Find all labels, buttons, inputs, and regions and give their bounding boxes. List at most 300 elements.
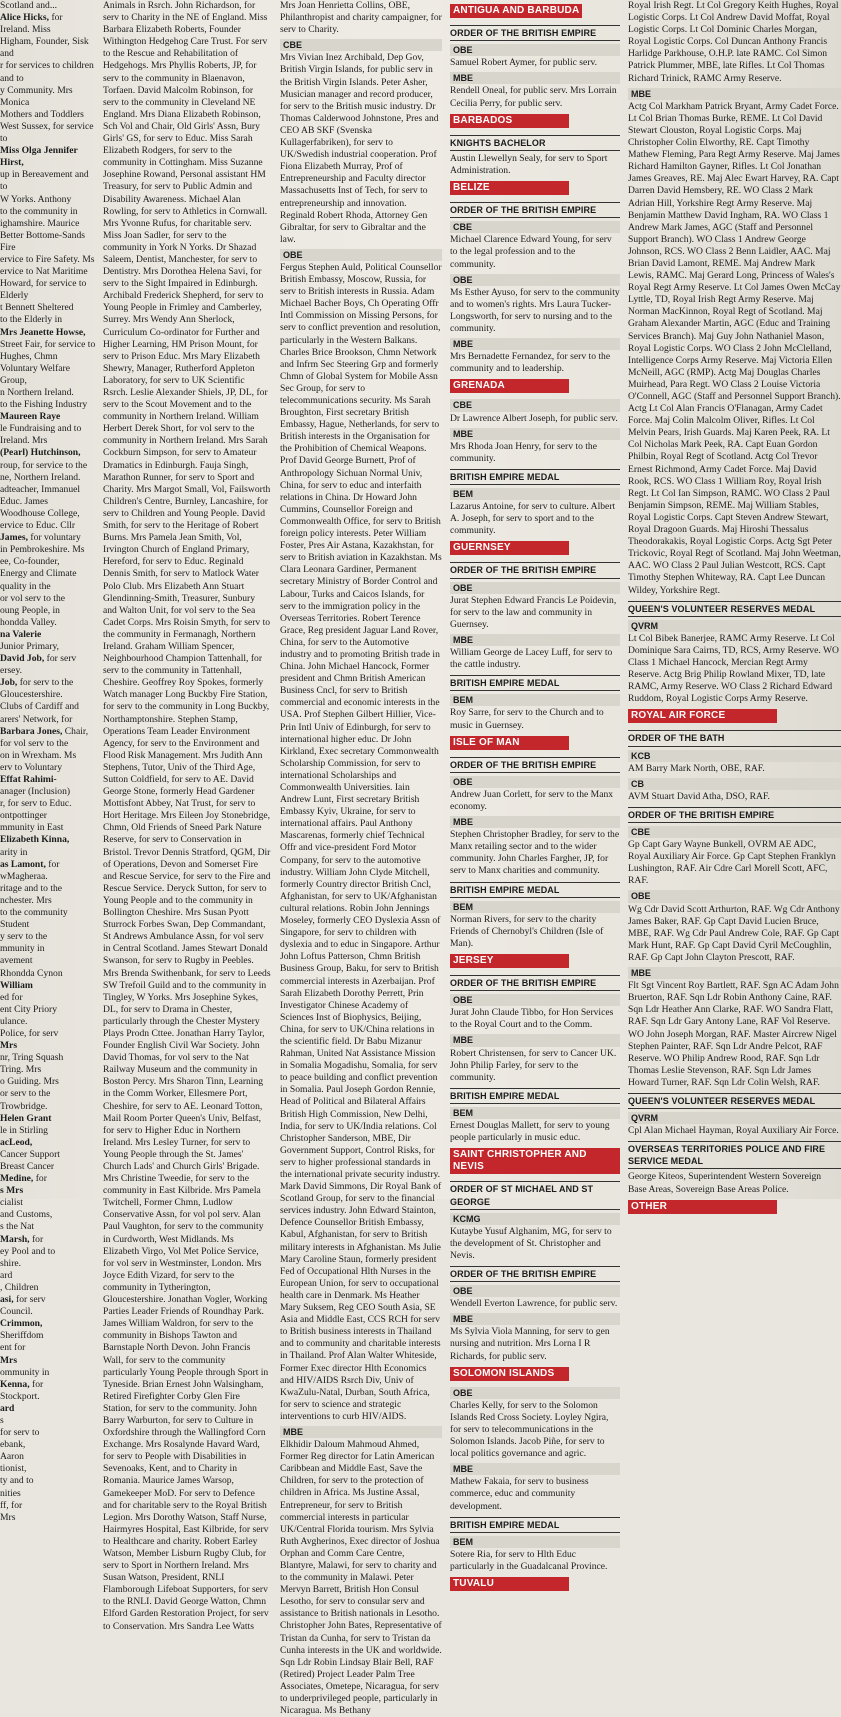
honours-entry (0, 568, 96, 580)
entry-text: arity in (0, 846, 28, 858)
entry-text: Andrew Juan Corlett, for serv to the Manx economy. (450, 788, 614, 812)
honour-grade-label: OBE (450, 274, 620, 286)
honour-heading: BRITISH EMPIRE MEDAL (450, 675, 620, 691)
entry-text: ulance. (0, 1015, 28, 1027)
entry-text: ff, for (0, 1499, 23, 1511)
honours-entry (0, 314, 96, 326)
entry-text: Gloucestershire. (0, 689, 63, 701)
honour-heading: QUEEN'S VOLUNTEER RESERVES MEDAL (628, 601, 841, 617)
honour-heading: BRITISH EMPIRE MEDAL (450, 882, 620, 898)
honours-entry (0, 1004, 96, 1016)
honours-entry (0, 919, 96, 931)
honours-entry (450, 1120, 620, 1144)
entry-text: Mathew Fakaia, for serv to business commerce, educ and community development. (450, 1476, 589, 1512)
honours-entry (0, 1500, 96, 1512)
honour-grade-label: MBE (450, 72, 620, 84)
honours-entry (0, 1076, 96, 1088)
honour-grade-label: OBE (450, 1387, 620, 1399)
honours-entry (0, 798, 96, 810)
honours-entry (450, 1298, 620, 1310)
entry-text: Jurat Stephen Edward Francis Le Poidevin, for serv to the law and community in Guernsey. (450, 594, 617, 630)
entry-text: Roy Sarre, for serv to the Church and to music in Guernsey. (450, 707, 604, 731)
entry-text: George Kiteos, Superintendent Western Sovereign Base Areas, Sovereign Base Areas Police. (628, 1171, 822, 1195)
entry-text: AM Barry Mark North, OBE, RAF. (628, 762, 765, 774)
honours-entry (0, 1403, 96, 1415)
honours-entry (0, 36, 96, 60)
honours-entry (0, 423, 96, 435)
honours-entry (628, 1125, 841, 1137)
entry-text: roup, for service to the (0, 459, 88, 471)
honours-entry (0, 194, 96, 206)
honours-entry (0, 1185, 96, 1197)
honours-entry (0, 1149, 96, 1161)
honours-entry (0, 1282, 96, 1294)
honour-grade-label: OBE (450, 994, 620, 1006)
honours-entry (0, 883, 96, 895)
honours-entry (0, 508, 96, 520)
entry-text: o Guiding. Mrs (0, 1076, 59, 1088)
entry-text: ty and to (0, 1475, 34, 1487)
entry-text: wMagheraa. (0, 870, 48, 882)
entry-text: Royal Irish Regt. Lt Col Gregory Keith Hughes, Royal Logistic Corps. Lt Col Andrew David Moffat, Royal Logistic Corps. Lt Col Dominic Charles Morgan, Royal Logistic Corps. Col Duncan Anthony Francis Harlidge Parkhouse, O.H.P. late RAMC. Col Simon Patrick Plummer, MBE, late Rifles. Lt Col Thomas Richard Trinick, RAMC Army Reserve. (628, 0, 839, 84)
entry-text: ard (0, 1269, 13, 1281)
honour-grade-label: BEM (450, 1536, 620, 1548)
entry-text: Norman Rivers, for serv to the charity Friends of Chernobyl's Children (Isle of Man). (450, 913, 604, 949)
honours-entry (0, 1258, 96, 1270)
honours-entry (0, 617, 96, 629)
entry-text: Dr Lawrence Albert Joseph, for public serv. (450, 412, 618, 424)
entry-text: for voluntary (30, 532, 81, 544)
entry-text: Ireland. Mrs (0, 435, 48, 447)
honours-entry (450, 501, 620, 537)
entry-text: Fergus Stephen Auld, Political Counsellor British Embassy, Moscow, Russia, for serv to British interests in Russia. Adam Michael Bacher Boys, Ch Operating Offr Intl Commission on Missing Persons, for serv to conflict prevention and resolution, particularly in the Western Balkans. Charles Brice Brookson, Chmn Network and Infrm Sec Steering Grp and formerly Chmn of Global System for Mobile Assn Sec Group, for serv to telecommunications security. Ms Sarah Broughton, First secretary British Embassy, Hague, Netherlands, for serv to British interests in the Organisation for the Prohibition of Chemical Weapons. Prof David George Burnett, Prof of Anthropology Sichuan Normal Univ, China, for serv to educ and interfaith relations in China. Dr Howard John Cummins, Counsellor Foreign and Commonwealth Office, for serv to British foreign policy interests. Peter William Foster, Pres Air Astana, Kazakhstan, for serv to British aviation in Kazakhstan. Ms Clara Leonara Gardiner, Permanent secretary Ministry of Border Control and Labour, Turks and Caicos Islands, for serv to the immigration policy in the Overseas Territories. Robert Terence Grace, Reg president Jaguar Land Rover, China, for serv to the Automotive industry and to promoting British trade in China. John Michael Hancock, Former president and Chmn British American Business Cncl, for serv to British commercial and economic interests in the USA. Prof Stephen Gilbert Hillier, Vice-Prin Intl Univ of Edinburgh, for serv to international higher educ. Dr John Kirkland, Exec secretary Commonwealth Scholarship Commission, for serv to international Scholarships and Commonwealth Universities. Iain Andrew Lunt, First secretary British Embassy Kyiv, Ukraine, for serv to international affairs. Paul Anthony Mascarenas, formerly chief Technical Offr and vice-president Ford Motor Company, for serv to the automotive industry. William John Clyde Mitchell, formerly Country director British Cncl, Afghanistan, for serv to UK/Afghanistan cultural relations. Robin John Jennings Moseley, formerly CEO Dyslexia Assn of Singapore, for serv to children with dyslexia and to educ in Singapore. Arthur John Loftus Patterson, Chmn British Business Group, Baku, for serv to British commercial interests in Azerbaijan. Prof Sarah Elizabeth Dorothy Perrett, Prin Investigator Chinese Academy of Sciences Inst of Biophysics, Beijing, China, for serv to UK/China relations in the scientific field. Dr Babu Mizanur Rahman, United Nat Assistance Mission in Somalia Mogadishu, Somalia, for serv to peace building and conflict prevention in Somalia. Paul Joseph Gordon Rennie, Head of Political and Bilateral Affairs British High Commission, New Delhi, India, for serv to UK/India relations. Col Christopher Sanderson, MBE, Dir Government Support, Control Risks, for serv to higher professional standards in the international private security industry. Mark David Simmons, Dir Royal Bank of Scotland Group, for serv to the financial services industry. John Edward Stainton, Defence Counsellor British Embassy, Kabul, Afghanistan, for serv to British military interests in Afghanistan. Ms Julie Mary Caroline Staun, formerly president Fed of Occupational Hlth Nurses in the European Union, for serv to occupational health care in Denmark. Ms Heather Mary Suksem, Reg CEO South Asia, SE Asia and Middle East, CCS RCH for serv to British business interests in Thailand and to community and charitable interests in Thailand. Prof Alan Walter Whiteside, Former Exec director Hlth Economics and HIV/AIDS Rsrch Div, Univ of KwaZulu-Natal, Durban, South Africa, for serv to science and strategic interventions to curb HIV/AIDS. (280, 261, 442, 1422)
honours-entry (0, 859, 96, 871)
honours-entry (0, 641, 96, 653)
recipient-name: David Job, (0, 653, 45, 665)
recipient-name: Marsh, (0, 1233, 30, 1245)
honours-entry (0, 1488, 96, 1500)
honours-entry (280, 262, 442, 1423)
honours-entry (0, 206, 96, 218)
entry-text: Flt Sgt Vincent Roy Bartlett, RAF. Sgn AC Adam John Bruerton, RAF. Sqn Ldr Robin Anthony Caine, RAF. Sqn Ldr Heather Ann Clarke, RAF. WO Sandra Flatt, RAF. Sqn Ldr Gary Antony Lane, RAF Vol Reserve. WO John Joseph Morgan, RAF. Master Aircrew Nigel Stephen Painter, RAF. Sqn Ldr Andre Pelcot, RAF Reserve. WO Philip Andrew Rood, RAF. Sqn Ldr Thomas Leslie Stevenson, RAF. Sqn Ldr James Howard Turner, RAF. Sqn Ldr Colin Welsh, RAF. (628, 980, 839, 1088)
honours-entry (0, 943, 96, 955)
entry-text: Lt Col Bibek Banerjee, RAMC Army Reserve. Lt Col Dominique Sara Cairns, TD, RCS, Army Reserve. WO Class 1 Michael Hancock, Mercian Regt Army Reserve. Actg Brig Philip Rowland Mixer, TD, late RAMC, Army Reserve. WO Class 2 Richard Edward Ruddom, Royal Logistic Corps Army Reserve. (628, 632, 839, 705)
entry-text: Better Bottome-Sands Fire (0, 229, 85, 253)
entry-text: Clubs of Cardiff and (0, 701, 79, 713)
honours-entry (0, 1246, 96, 1258)
honours-entry (450, 1400, 620, 1460)
recipient-name: Maureen Raye (0, 411, 61, 423)
entry-text: Tring. Mrs (0, 1064, 42, 1076)
honours-entry (0, 1161, 96, 1173)
honour-heading: ORDER OF THE BATH (628, 730, 841, 746)
section-heading-country: BARBADOS (450, 114, 569, 128)
entry-text: s (0, 1414, 4, 1426)
section-heading-country: JERSEY (450, 954, 569, 968)
entry-text: for (31, 1233, 44, 1245)
honours-entry (0, 145, 96, 169)
entry-text: Chair, (64, 725, 89, 737)
honours-entry (0, 1221, 96, 1233)
honour-grade-label: MBE (280, 1426, 442, 1438)
column-4 (450, 0, 620, 1590)
honours-entry (0, 1439, 96, 1451)
honours-entry (450, 441, 620, 465)
honours-entry (0, 1463, 96, 1475)
honours-entry (0, 1415, 96, 1427)
entry-text: Police, for serv (0, 1027, 59, 1039)
entry-text: to the community in (0, 205, 78, 217)
honours-entry (0, 218, 96, 230)
honours-entry (0, 871, 96, 883)
honour-grade-label: KCB (628, 750, 841, 762)
entry-text: Lazarus Antoine, for serv to culture. Albert A. Joseph, for serv to sport and to the community. (450, 501, 616, 537)
honour-grade-label: MBE (450, 428, 620, 440)
honours-entry (0, 1016, 96, 1028)
entry-text: Wg Cdr David Scott Arthurton, RAF. Wg Cdr Anthony James Baker, RAF. Gp Capt David Lucien Bruce, MBE, RAF. Wg Cdr Paul Andrew Cole, RAF. Gp Capt Mark Hunt, RAF. Gp Capt David Cyril McCoughlin, RAF. Gp Capt John Clayton Prescott, RAF. (628, 903, 840, 963)
honours-entry (0, 85, 96, 109)
entry-text: mmunity in East (0, 822, 64, 834)
honour-grade-label: MBE (450, 338, 620, 350)
honours-entry (0, 786, 96, 798)
recipient-name: Mrs Jeanette Howse, (0, 326, 86, 338)
entry-text: Higham, Founder, Sisk and (0, 36, 89, 60)
entry-text: Jurat John Claude Tibbo, for Hon Services to the Royal Court and to the Comm. (450, 1007, 614, 1031)
honours-entry (0, 980, 96, 992)
honour-heading: BRITISH EMPIRE MEDAL (450, 1088, 620, 1104)
honours-entry (450, 914, 620, 950)
honours-entry (0, 1367, 96, 1379)
section-heading-country: BELIZE (450, 181, 569, 195)
honours-entry (450, 1326, 620, 1362)
honours-entry (0, 60, 96, 84)
honour-grade-label: MBE (628, 88, 841, 100)
entry-text: y serv to the (0, 931, 48, 943)
honours-entry (0, 738, 96, 750)
entry-text: Howard, for service to Elderly (0, 278, 87, 302)
entry-text: r for services to children and to (0, 60, 94, 84)
honour-grade-label: KCMG (450, 1213, 620, 1225)
honours-entry (0, 847, 96, 859)
honours-entry (0, 1197, 96, 1209)
honour-grade-label: OBE (450, 582, 620, 594)
honours-entry (0, 532, 96, 544)
honours-entry (0, 1101, 96, 1113)
honours-entry (628, 1171, 841, 1195)
section-heading-country: ROYAL AIR FORCE (628, 709, 777, 723)
honour-grade-label: OBE (280, 249, 442, 261)
honours-entry (450, 85, 620, 109)
entry-text: Michael Clarence Edward Young, for serv to the legal profession and to the community. (450, 234, 612, 270)
recipient-name: Mrs (0, 1354, 18, 1366)
honours-entry (450, 707, 620, 731)
entry-text: ervice to Educ. Cllr (0, 520, 76, 532)
entry-text: Hughes, Chmn (0, 350, 58, 362)
entry-text: Ernest Douglas Mallett, for serv to young people particularly in music educ. (450, 1120, 610, 1144)
honours-entry (0, 895, 96, 907)
honours-entry (0, 677, 96, 689)
honours-entry (0, 605, 96, 617)
recipient-name: Alice Hicks, (0, 12, 50, 24)
honours-entry (0, 520, 96, 532)
honours-entry (280, 52, 442, 246)
honours-entry (0, 726, 96, 738)
honours-entry (0, 1475, 96, 1487)
honours-entry (450, 57, 620, 69)
honour-grade-label: MBE (628, 967, 841, 979)
honours-entry (0, 1113, 96, 1125)
honours-entry (450, 829, 620, 877)
entry-text: ey Pool and to (0, 1245, 56, 1257)
entry-text: up in Bereavement and to (0, 169, 89, 193)
entry-text: on in Wrexham. Ms (0, 749, 77, 761)
entry-text: adteacher, Immanuel (0, 483, 81, 495)
entry-text: Energy and Climate (0, 568, 77, 580)
entry-text: for serv (16, 1294, 46, 1306)
entry-text: Sotere Ria, for serv to Hlth Educ particularly in the Guadalcanal Province. (450, 1548, 608, 1572)
honours-entry (450, 234, 620, 270)
honours-entry (0, 254, 96, 266)
entry-text: for serv to (0, 1427, 40, 1439)
honours-entry (0, 484, 96, 496)
honours-entry (0, 1306, 96, 1318)
section-heading-country: GRENADA (450, 379, 569, 393)
honours-entry (0, 496, 96, 508)
honours-entry (450, 1476, 620, 1512)
honours-entry (0, 689, 96, 701)
honour-grade-label: CBE (450, 399, 620, 411)
recipient-name: s Mrs (0, 1185, 24, 1197)
honours-entry (450, 1226, 620, 1262)
honours-entry (0, 701, 96, 713)
honours-entry (0, 447, 96, 459)
honours-entry (0, 714, 96, 726)
entry-text: to the community (0, 907, 68, 919)
entry-text: anager (Inclusion) (0, 786, 71, 798)
honour-heading: QUEEN'S VOLUNTEER RESERVES MEDAL (628, 1093, 841, 1109)
honour-grade-label: CBE (280, 39, 442, 51)
honours-entry (0, 387, 96, 399)
recipient-name: William (0, 979, 33, 991)
entry-text: ervice to Nat Maritime (0, 266, 88, 278)
honours-entry (0, 1379, 96, 1391)
honours-entry (0, 822, 96, 834)
column-1 (0, 0, 96, 1523)
honours-entry (628, 101, 841, 597)
entry-text: Ms Sylvia Viola Manning, for serv to gen nursing and nutrition. Mrs Lorna I R Richards, for public serv. (450, 1326, 610, 1362)
entry-text: le in Stirling (0, 1124, 48, 1136)
entry-text: William George de Lacey Luff, for serv to the cattle industry. (450, 647, 613, 671)
entry-text: ervice to Fire Safety. Ms (0, 253, 95, 265)
honours-entry (0, 992, 96, 1004)
honours-entry (0, 1052, 96, 1064)
entry-text: le Fundraising and to (0, 423, 82, 435)
honours-entry (0, 1318, 96, 1330)
entry-text: Elkhidir Daloum Mahmoud Ahmed, Former Reg director for Latin American Caribbean and Middle East, Save the Children, for serv to the protection of children in Africa. Ms Justine Assal, Entrepreneur, for serv to British commercial interests in particular UK/Central Florida tourism. Mrs Sylvia Ruth Avgherinos, Exec director of Joshua Orphan and Comm Care Centre, Blantyre, Malawi, for serv to charity and to the community in Malawi. Peter Mervyn Barrett, British Hon Consul Lesotho, for serv to consular serv and assistance to British nationals in Lesotho. Christopher John Bates, Representative of Tristan da Cunha, for serv to Tristan da Cunha interests in the UK and worldwide. Sqn Ldr Robin Lindsay Blair Bell, RAF (Retired) Project Leader Palm Tree Associates, Ometepe, Nicaragua, for serv to underprivileged people, particularly in Nicaragua. Ms Bethany (280, 1439, 442, 1717)
recipient-name: James, (0, 532, 28, 544)
entry-text: arers' Network, for (0, 713, 73, 725)
entry-text: Cpl Alan Michael Hayman, Royal Auxiliary Air Force. (628, 1125, 839, 1137)
entry-text: ontpottinger (0, 810, 47, 822)
honours-entry (628, 839, 841, 887)
section-heading-country: ISLE OF MAN (450, 736, 569, 750)
column-3 (280, 0, 442, 1717)
honour-grade-label: BEM (450, 1107, 620, 1119)
honours-entry (0, 810, 96, 822)
entry-text: quality in the (0, 580, 51, 592)
recipient-name: asi, (0, 1294, 14, 1306)
honour-grade-label: OBE (450, 776, 620, 788)
entry-text: in Pembrokeshire. Ms (0, 544, 85, 556)
honours-entry (0, 327, 96, 339)
honours-entry (0, 1088, 96, 1100)
entry-text: oung People, in (0, 604, 60, 616)
honours-entry (0, 762, 96, 774)
honour-grade-label: OBE (450, 44, 620, 56)
honours-entry (0, 556, 96, 568)
entry-text: Mrs (0, 1511, 16, 1523)
entry-text: Trowbridge. (0, 1100, 48, 1112)
section-heading-country: SOLOMON ISLANDS (450, 1367, 569, 1381)
honours-entry (450, 647, 620, 671)
honours-entry (0, 12, 96, 24)
honour-heading: ORDER OF THE BRITISH EMPIRE (450, 975, 620, 991)
entry-text: ersey. (0, 665, 23, 677)
entry-text: for (32, 1378, 44, 1390)
entry-text: Gp Capt Gary Wayne Bunkell, OVRM AE ADC, Royal Auxiliary Air Force. Gp Capt Stephen Franklyn Lushington, RAF. Air Cdre Carl Morell Scott, AFC, RAF. (628, 839, 836, 887)
honours-entry (450, 1007, 620, 1031)
honour-grade-label: MBE (450, 1034, 620, 1046)
entry-text: t Bennett Sheltered (0, 302, 74, 314)
entry-text: Woodhouse College, (0, 507, 80, 519)
honours-entry (0, 399, 96, 411)
honour-grade-label: BEM (450, 694, 620, 706)
honours-entry (0, 278, 96, 302)
honours-entry (0, 472, 96, 484)
honours-entry (0, 0, 96, 12)
honours-entry (628, 763, 841, 775)
honours-entry (0, 1451, 96, 1463)
honours-entry (0, 1137, 96, 1149)
entry-text: r, for serv to Educ. (0, 798, 72, 810)
entry-text: for (35, 1173, 47, 1185)
honours-entry (0, 351, 96, 363)
honour-heading: ORDER OF THE BRITISH EMPIRE (450, 202, 620, 218)
entry-text: Sheriffdom (0, 1330, 44, 1342)
entry-text: Wendell Everton Lawrence, for public serv. (450, 1298, 618, 1310)
honour-grade-label: QVRM (628, 620, 841, 632)
entry-text: or vol serv to the (0, 592, 66, 604)
honour-heading: OVERSEAS TERRITORIES POLICE AND FIRE SERVICE MEDAL (628, 1141, 841, 1169)
entry-text: Street Fair, for service to (0, 338, 96, 350)
entry-text: Austin Llewellyn Sealy, for serv to Sport Administration. (450, 152, 608, 176)
honours-entry (628, 0, 841, 85)
entry-text: erv to Voluntary (0, 761, 62, 773)
entry-text: Council. (0, 1306, 33, 1318)
entry-text: n Northern Ireland. (0, 387, 74, 398)
recipient-name: (Pearl) Hutchinson, (0, 447, 81, 459)
honours-entry (0, 629, 96, 641)
entry-text: nities (0, 1487, 21, 1499)
honour-grade-label: BEM (450, 901, 620, 913)
entry-text: ed for (0, 991, 23, 1003)
recipient-name: ard (0, 1402, 15, 1414)
honours-entry (450, 595, 620, 631)
entry-text: for serv (46, 653, 77, 665)
recipient-name: Mrs (0, 1040, 18, 1052)
entry-text: Ms Esther Ayuso, for serv to the community and to women's rights. Mrs Laura Tucker-Longsworth, for serv to nursing and to the community. (450, 286, 620, 334)
honour-heading: ORDER OF ST MICHAEL AND ST GEORGE (450, 1181, 620, 1209)
honours-entry (0, 750, 96, 762)
entry-text: to the Fishing Industry (0, 399, 88, 411)
honour-grade-label: MBE (450, 634, 620, 646)
honours-entry (0, 1125, 96, 1137)
entry-text: Mrs Bernadette Fernandez, for serv to the community and to leadership. (450, 351, 611, 375)
entry-text: nchester. Mrs (0, 894, 52, 906)
entry-text: shire. (0, 1257, 22, 1269)
honour-grade-label: BEM (450, 488, 620, 500)
honour-heading: BRITISH EMPIRE MEDAL (450, 469, 620, 485)
honours-entry (450, 789, 620, 813)
recipient-name: na Valerie (0, 628, 42, 640)
honours-entry (0, 1270, 96, 1282)
entry-text: mmunity in (0, 943, 45, 955)
recipient-name: as Lamont, (0, 858, 46, 870)
honours-entry (0, 1064, 96, 1076)
honour-grade-label: MBE (450, 1463, 620, 1475)
entry-text: cialist (0, 1197, 23, 1209)
honours-entry (450, 287, 620, 335)
honours-entry (0, 593, 96, 605)
entry-text: Rhondda Cynon (0, 967, 63, 979)
honours-entry (450, 153, 620, 177)
honours-entry (0, 653, 96, 665)
recipient-name: Helen Grant (0, 1112, 52, 1124)
entry-text: nr, Tring Squash (0, 1052, 64, 1064)
honours-entry (0, 460, 96, 472)
entry-text: West Sussex, for service to (0, 120, 94, 145)
honours-entry (280, 1439, 442, 1717)
section-heading-country: TUVALU (450, 1577, 569, 1591)
entry-text: Samuel Robert Aymer, for public serv. (450, 57, 598, 69)
honours-entry (450, 1048, 620, 1084)
honours-entry (0, 834, 96, 846)
honour-grade-label: MBE (450, 816, 620, 828)
entry-text: Mrs Joan Henrietta Collins, OBE, Philanthropist and charity campaigner, for serv to Charity. (280, 0, 442, 36)
honours-entry (0, 121, 96, 145)
honours-entry (628, 980, 841, 1089)
entry-text: for (51, 12, 63, 24)
entry-text: to the Elderly in (0, 314, 63, 326)
entry-text: Actg Col Markham Patrick Bryant, Army Cadet Force. Lt Col Brian Thomas Burke, REME. Lt Col David Stewart Clouston, Royal Logistic Corps. Maj Christopher Colin Elworthy, RE. Capt Timothy Mathew Fleming, Para Regt Army Reserve. Maj James Richard Hamilton Gayner, Rifles. Lt Col Jonathan James Greaves, RE. Maj Alec Ewart Harvey, RA. Capt Darren David Hemsbery, RE. WO Class 2 Mark Adrian Hill, Yorkshire Regt Army Reserve. Maj Benjamin Matthew David Ingham, RA. WO Class 1 Andrew Mark James, AGC (Staff and Personnel Support Branch). WO Class 1 Andrew George Johnson, RCS. WO Class 2 Benn Laidler, AAC. Maj Brian David Lamont, REME. Maj Andrew Mark Lewis, RAMC. Maj Gerard Long, Princess of Wales's Royal Regt Army Reserve. Lt Col James Owen McCay Lyttle, TD, Royal Irish Regt Army Reserve. Maj Norman MacKinnon, Royal Regt of Scotland. Maj Graham Alexander Martin, AGC (Educ and Training Services Branch). Maj Guy John Nathaniel Mason, Royal Logistic Corps. WO Class 2 John McClelland, Intelligence Corps Army Reserve. Maj Victoria Ellen McNeill, AGC (RMP). Actg Maj Douglas Charles Muirhead, Para Regt. WO Class 2 Louise Victoria O'Connell, AGC (Staff and Personnel Support Branch). Actg Lt Col Alan Francis O'Flanagan, Army Cadet Force. Maj Colin Malcolm Oliver, Rifles. Lt Col Melvin Pears, Irish Guards. Maj Karen Peek, RA. Lt Col Nicholas Mark Peek, RA. Capt Euan Gordon Philbin, Royal Regt of Scotland. Actg Col Trevor Ernest Richmond, Army Cadet Force. Maj David Rook, RCS. WO Class 1 William Roy, Royal Irish Regt. Lt Col Ian Simpson, RAMC. WO Class 2 Paul Benjamin Simpson, REME. Maj William Stables, Royal Logistic Corps. Capt Steven Andrew Stewart, Royal Dragoon Guards. Maj Hiroshi Thessalus Theodorakakis, Royal Logistic Corps. Actg Sgt Peter Trickovic, Royal Regt of Scotland. Maj John Weetman, AAC. WO Class 2 Paul Julian Westcott, RCS. Capt Timothy Stephen Whiteway, RA. Capt Lee Duncan Wildey, Yorkshire Regt. (628, 100, 841, 596)
recipient-name: Medine, (0, 1173, 34, 1185)
entry-text: avement (0, 955, 33, 967)
honours-entry (0, 1427, 96, 1439)
entry-text: tionist, (0, 1463, 27, 1475)
honour-grade-label: OBE (628, 890, 841, 902)
entry-text: Voluntary Welfare Group, (0, 362, 71, 386)
entry-text: Stephen Christopher Bradley, for serv to the Manx retailing sector and to the wider community. John Charles Fargher, JP, for serv to Manx charities and community. (450, 829, 620, 877)
honours-entry (0, 302, 96, 314)
honour-heading: BRITISH EMPIRE MEDAL (450, 1517, 620, 1533)
honours-entry (0, 1028, 96, 1040)
honour-grade-label: OBE (450, 1285, 620, 1297)
recipient-name: Miss Olga Jennifer Hirst, (0, 145, 78, 169)
entry-text: Mothers and Toddlers (0, 108, 84, 120)
section-heading-country: OTHER (628, 1200, 777, 1214)
entry-text: ent City Priory (0, 1003, 58, 1015)
entry-text: Mrs Vivian Inez Archibald, Dep Gov, British Virgin Islands, for public serv in the British Virgin Islands. Peter Asher, Musician manager and record producer, for serv to the British music industry. Dr Thomas Calderwood Johnstone, Pres and CEO AB SKF (Svenska Kullagerfabriken), for serv to UK/Swedish industrial cooperation. Prof Fiona Elizabeth Murray, Prof of Entrepreneurship and Faculty director Massachusetts Inst of Tech, for serv to entrepreneurship and innovation. Reginald Robert Rhoda, Attorney Gen Gibraltar, for serv to Gibraltar and the law. (280, 52, 439, 245)
